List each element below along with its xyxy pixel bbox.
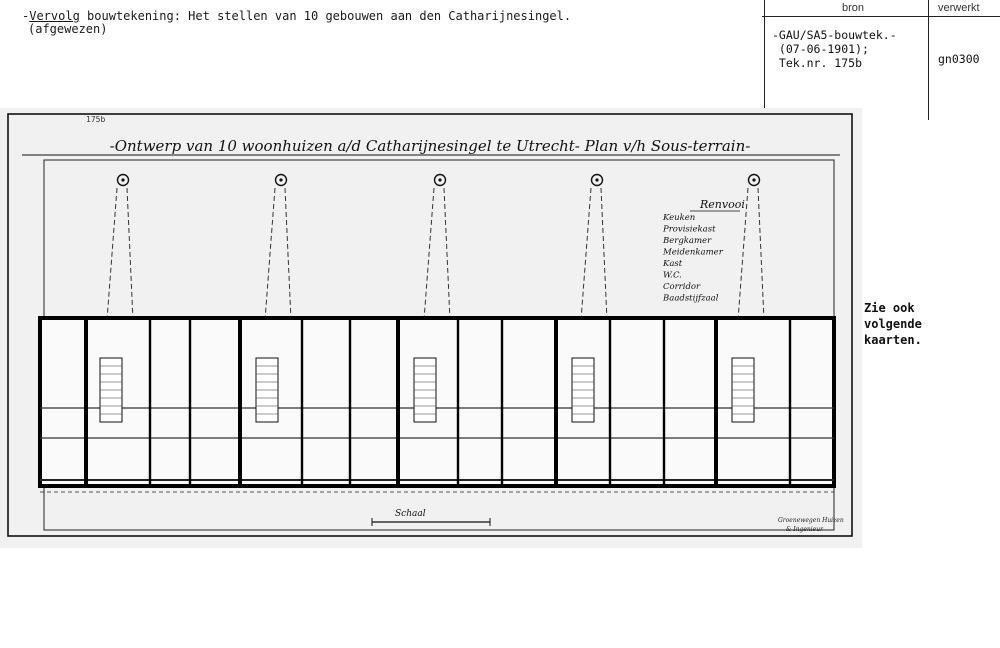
legend-item: Provisiekast — [663, 224, 716, 235]
title-dash: - — [22, 9, 30, 23]
manhole-center — [279, 178, 282, 181]
basement-plan — [40, 318, 834, 492]
legend-item: Corridor — [663, 282, 701, 292]
legend-item: Kast — [663, 259, 683, 269]
note-line-3: kaarten. — [864, 333, 922, 347]
manhole-center — [121, 178, 124, 181]
table-header-rule — [762, 16, 1000, 17]
note-line-1: Zie ook — [864, 301, 915, 315]
legend-item: Bergkamer — [663, 236, 712, 246]
signature: Groenewegen Huizen — [778, 517, 844, 524]
sheet-number: 175b — [86, 115, 106, 124]
legend-title: Renvooi — [700, 198, 745, 211]
bron-line-3: Tek.nr. 175b — [772, 56, 863, 70]
title-text: bouwtekening: Het stellen van 10 gebouwen aan den Catharijnesingel. — [79, 9, 572, 23]
record-title — [22, 9, 571, 23]
table-border-left — [764, 0, 765, 120]
source-table — [762, 0, 1000, 120]
legend-item: Keuken — [663, 213, 696, 223]
floor-plan-drawing — [0, 108, 862, 548]
legend-item: Meidenkamer — [663, 247, 723, 258]
bron-line-1: -GAU/SA5-bouwtek.- — [772, 28, 897, 42]
title-vervolg: Vervolg — [29, 9, 80, 23]
plan-title: -Ontwerp van 10 woonhuizen a/d Catharijnesingel te Utrecht- Plan v/h Sous-terrain- — [109, 137, 751, 155]
legend-item: W.C. — [663, 270, 682, 281]
scale-label: Schaal — [395, 509, 426, 519]
manhole-center — [595, 178, 598, 181]
verwerkt-value: gn0300 — [938, 52, 980, 66]
col-header-bron: bron — [842, 2, 865, 14]
signature-2: & Ingenieur — [786, 526, 823, 533]
col-header-verwerkt: verwerkt — [938, 2, 980, 14]
bron-line-2: (07-06-1901); — [772, 42, 869, 56]
legend-item: Baadstijfzaal — [663, 293, 719, 304]
record-status: (afgewezen) — [28, 22, 108, 36]
see-also-note — [864, 300, 922, 348]
note-line-2: volgende — [864, 317, 922, 331]
manhole-center — [752, 178, 755, 181]
manhole-center — [438, 178, 441, 181]
table-border-mid — [928, 0, 929, 120]
